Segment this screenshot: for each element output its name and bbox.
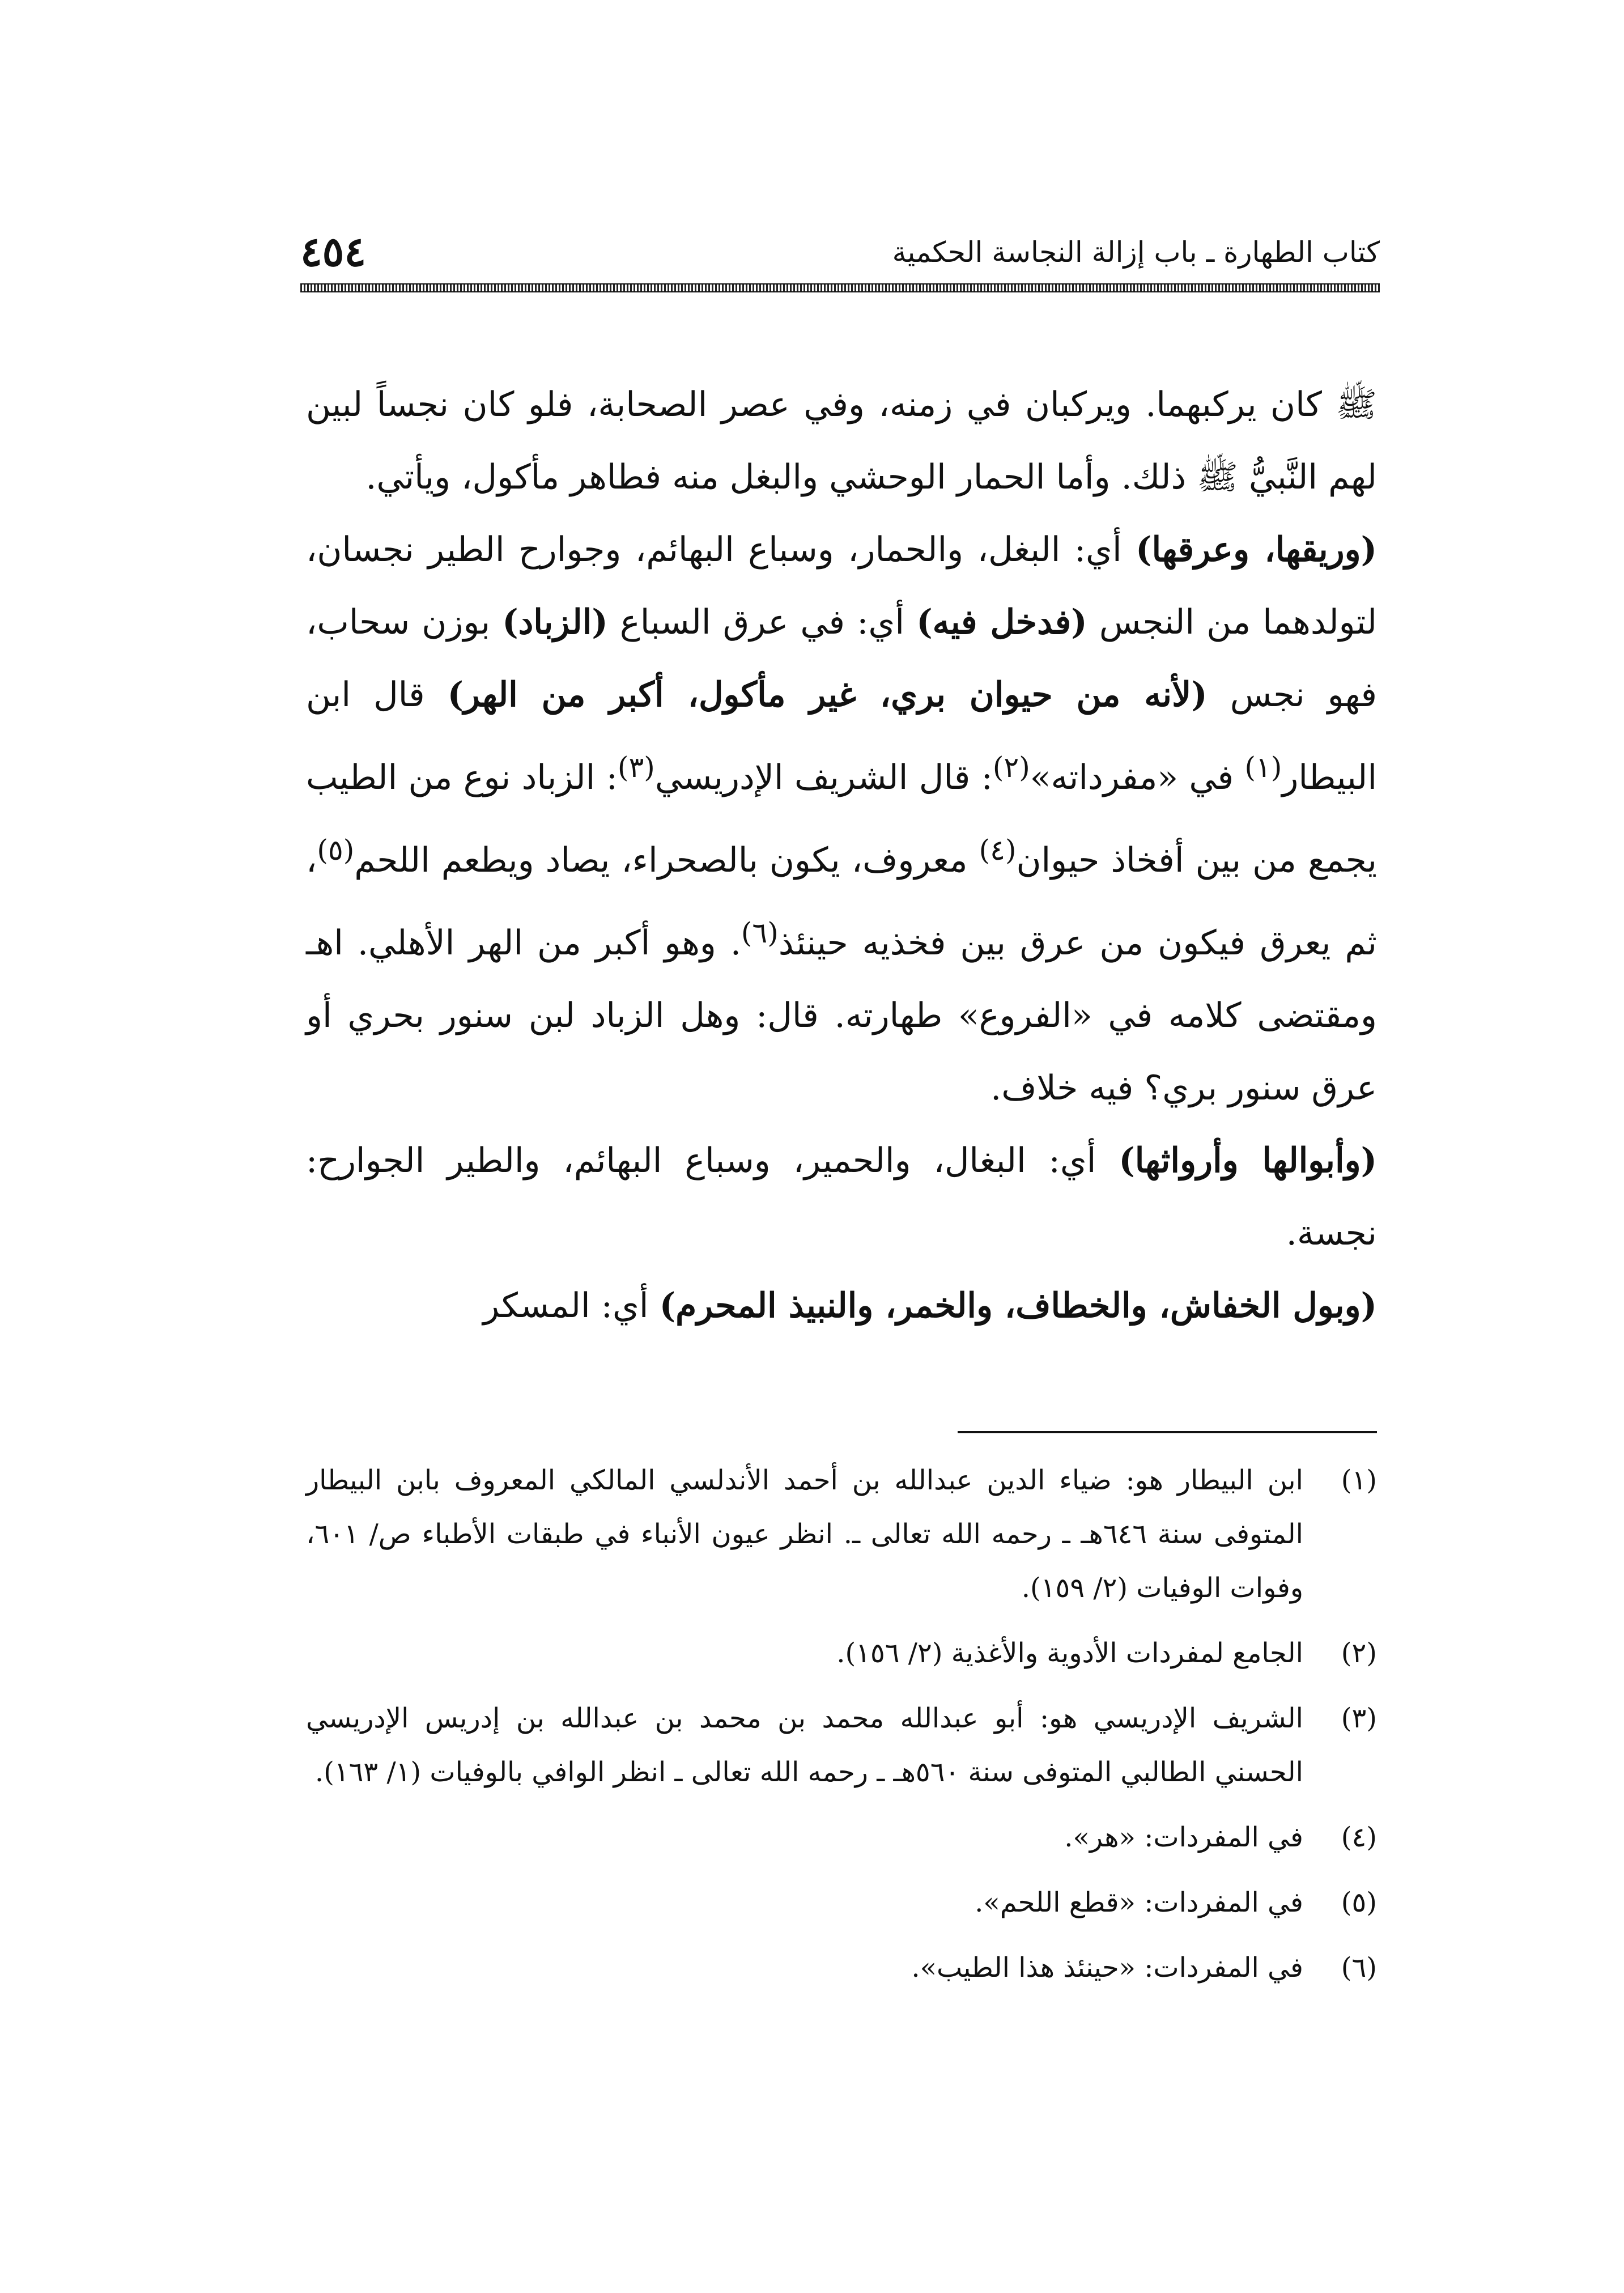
paragraph-text: بوزن سحاب، فهو نجس bbox=[306, 602, 1378, 715]
bold-phrase: (فدخل فيه) bbox=[916, 602, 1087, 642]
footnote-text: في المفردات: «هر». bbox=[1064, 1821, 1303, 1853]
main-text bbox=[306, 368, 1377, 1342]
bold-phrase: (وأبوالها وأرواثها) bbox=[1119, 1141, 1377, 1181]
footnote-ref: (١) bbox=[1244, 751, 1282, 784]
footnote-item bbox=[306, 1454, 1377, 1615]
paragraph-1: ﷺ كان يركبهما. ويركبان في زمنه، وفي عصر الصحابة، فلو كان نجساً لبين لهم النَّبيُّ ﷺ ذلك. وأما الحمار الوحشي والبغل منه فطاهر مأكول، ويأتي. bbox=[306, 385, 1377, 497]
footnote-ref: (٢) bbox=[992, 751, 1030, 784]
footnote-item bbox=[306, 1692, 1377, 1799]
bold-phrase: (وبول الخفاش، والخطاف، والخمر، والنبيذ المحرم) bbox=[659, 1286, 1377, 1326]
paragraph-text: قال ابن البيطار bbox=[306, 675, 1377, 797]
footnote-number: (٥) bbox=[1341, 1887, 1377, 1918]
paragraph-text: في «مفرداته» bbox=[1030, 758, 1245, 797]
footnote-text: الشريف الإدريسي هو: أبو عبدالله محمد بن محمد بن عبدالله بن إدريس الإدريسي الحسني الطالبي المتوفى سنة ٥٦٠هـ ـ رحمه الله تعالى ـ انظر الوافي بالوفيات (١/ ١٦٣). bbox=[306, 1702, 1303, 1788]
footnote-number: (٣) bbox=[1341, 1702, 1377, 1734]
footnote-ref: (٥) bbox=[317, 834, 355, 867]
footnote-text: ابن البيطار هو: ضياء الدين عبدالله بن أحمد الأندلسي المالكي المعروف بابن البيطار المتوفى سنة ٦٤٦هـ ـ رحمه الله تعالى ـ. انظر عيون الأنباء في طبقات الأطباء ص/ ٦٠١، وفوات الوفيات (٢/ ١٥٩). bbox=[306, 1464, 1304, 1604]
page-header bbox=[300, 227, 1380, 278]
bold-phrase: (الزباد) bbox=[502, 602, 608, 642]
footnote-ref: (٦) bbox=[741, 916, 779, 949]
paragraph-text: أي: البغل، والحمار، وسباع البهائم، وجوارح الطير نجسان، لتولدهما من النجس bbox=[306, 530, 1378, 642]
paragraph-text: . وهو أكبر من الهر الأهلي. اهـ ومقتضى كلامه في «الفروع» طهارته. قال: وهل الزباد لبن سنور بحري أو عرق سنور بري؟ فيه خلاف. bbox=[306, 923, 1377, 1108]
footnote-text: في المفردات: «حينئذ هذا الطيب». bbox=[911, 1952, 1303, 1984]
footnote-text: الجامع لمفردات الأدوية والأغذية (٢/ ١٥٦). bbox=[836, 1637, 1303, 1669]
paragraph-text: ، ثم يعرق فيكون من عرق بين فخذيه حينئذ bbox=[306, 840, 1378, 963]
bold-phrase: (لأنه من حيوان بري، غير مأكول، أكبر من الهر) bbox=[447, 675, 1208, 715]
page-number: ٤٥٤ bbox=[300, 227, 367, 275]
footnote-number: (٢) bbox=[1341, 1637, 1377, 1669]
footnote-ref: (٤) bbox=[979, 834, 1017, 867]
header-rule bbox=[300, 283, 1380, 292]
paragraph-text: أي: في عرق السباع bbox=[607, 602, 917, 642]
footnote-number: (٤) bbox=[1341, 1821, 1377, 1853]
footnote-separator bbox=[958, 1431, 1377, 1433]
footnote-number: (١) bbox=[1341, 1464, 1377, 1496]
paragraph-3 bbox=[306, 1124, 1377, 1269]
paragraph-4 bbox=[306, 1269, 1377, 1342]
paragraph-text: معروف، يكون بالصحراء، يصاد ويطعم اللحم bbox=[354, 840, 979, 880]
paragraph-text: أي: البغال، والحمير، وسباع البهائم، والطير الجوارح: نجسة. bbox=[306, 1141, 1377, 1253]
footnote-text: في المفردات: «قطع اللحم». bbox=[975, 1887, 1303, 1918]
running-title: كتاب الطهارة ـ باب إزالة النجاسة الحكمية bbox=[892, 236, 1380, 269]
paragraph-text: : الزباد نوع من الطيب يجمع من بين أفخاذ حيوان bbox=[306, 758, 1378, 880]
footnote-number: (٦) bbox=[1341, 1952, 1377, 1984]
footnote-item bbox=[306, 1941, 1377, 1995]
footnote-item bbox=[306, 1627, 1377, 1680]
paragraph-text: : قال الشريف الإدريسي bbox=[654, 758, 993, 797]
paragraph-text: أي: المسكر bbox=[483, 1286, 660, 1326]
footnote-item bbox=[306, 1876, 1377, 1930]
footnotes bbox=[306, 1454, 1377, 2006]
paragraph-2 bbox=[306, 513, 1377, 1124]
footnote-item bbox=[306, 1811, 1377, 1865]
bold-phrase: (وريقها، وعرقها) bbox=[1136, 530, 1378, 570]
footnote-ref: (٣) bbox=[617, 751, 655, 784]
